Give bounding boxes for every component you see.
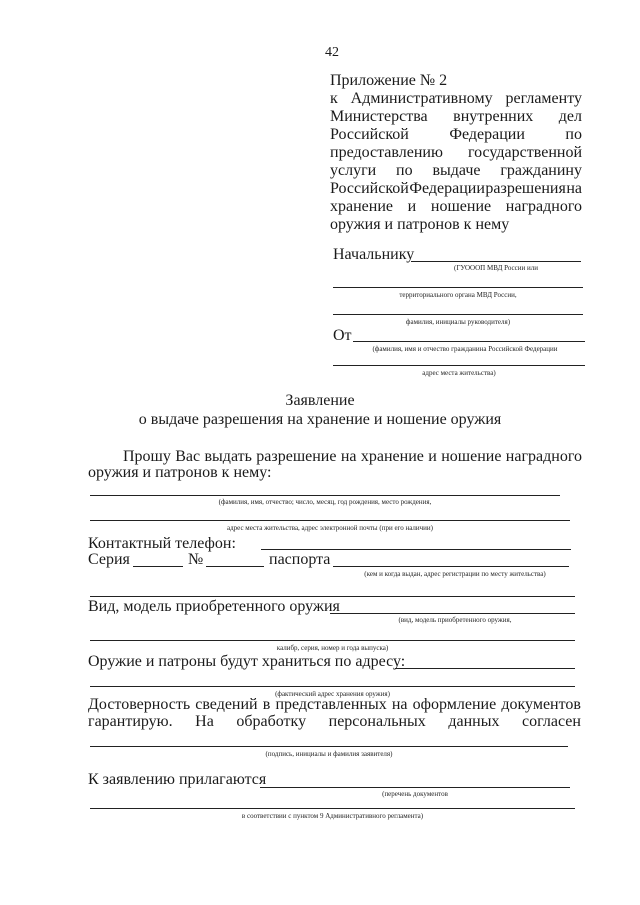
attached-label: К заявлению прилагаются [88, 771, 267, 788]
appendix-word: государственной [467, 144, 582, 161]
series-label: Серия [88, 551, 130, 568]
consent-word: документов [501, 696, 581, 713]
residence-line[interactable] [333, 365, 585, 366]
appendix-word: предоставлению [330, 144, 443, 161]
appendix-word: регламенту [505, 90, 582, 107]
request-word: выдать [204, 448, 252, 465]
caption-passport: (кем и когда выдан, адрес регистрации по месту жительства) [364, 570, 546, 578]
appendix-word: выдаче [432, 162, 481, 179]
caption-signature: (подпись, инициалы и фамилия заявителя) [265, 750, 393, 758]
number-line[interactable] [206, 566, 264, 567]
request-word: разрешение [256, 448, 337, 465]
appendix-word: Российской [330, 180, 409, 197]
appendix-word: наградного [505, 198, 582, 215]
appendix-word: и [407, 198, 417, 215]
appendix-line [330, 90, 582, 108]
phone-line[interactable] [261, 549, 571, 550]
caption-authority: (ГУОООП МВД России или [454, 264, 538, 272]
caption-head-name: фамилия, инициалы руководителя) [405, 318, 511, 326]
phone-label: Контактный телефон: [88, 535, 236, 552]
consent-word: на [391, 696, 408, 713]
caption-weapon: (вид, модель приобретенного оружия, [398, 616, 512, 624]
caption-territorial: территориального органа МВД России, [399, 291, 517, 299]
request-word: хранение [360, 448, 424, 465]
caption-citizen: (фамилия, имя и отчество гражданина Российской Федерации [372, 345, 558, 353]
from-label: От [333, 327, 352, 344]
document-subtitle: о выдаче разрешения на хранение и ношение оружия [138, 411, 502, 428]
appendix-word: дел [558, 108, 582, 125]
appendix-last-line: оружия и патронов к нему [330, 216, 510, 233]
caption-storage: (фактический адрес хранения оружия) [275, 690, 390, 698]
fio-line[interactable] [90, 495, 560, 496]
consent-word: в [262, 696, 271, 713]
request-word: Прошу [123, 448, 171, 465]
appendix-word: гражданину [500, 162, 582, 179]
signature-line[interactable] [90, 746, 568, 747]
appendix-word: Министерства [330, 108, 428, 125]
appendix-word: по [565, 126, 582, 143]
caption-regulation: в соответствии с пунктом 9 Административного регламента) [241, 812, 424, 820]
consent-word: гарантирую. [88, 713, 173, 730]
to-line[interactable] [411, 261, 581, 262]
consent-word: обработку [236, 713, 307, 730]
passport-line[interactable] [333, 566, 569, 567]
storage-line[interactable] [395, 668, 575, 669]
appendix-line [330, 108, 582, 126]
consent-word: сведений [195, 696, 258, 713]
page-number: 42 [325, 45, 339, 60]
appendix-line [330, 180, 582, 198]
caption-docs: (перечень документов [382, 790, 448, 798]
appendix-word: по [396, 162, 413, 179]
document-title: Заявление [285, 392, 355, 409]
consent-word: представленных [275, 696, 387, 713]
appendix-line [330, 198, 582, 216]
request-word: наградного [505, 448, 582, 465]
appendix-word: услуги [330, 162, 377, 179]
appendix-word: ношение [430, 198, 492, 215]
consent-word: согласен [522, 713, 581, 730]
appendix-line [330, 144, 582, 162]
consent-line-2 [88, 713, 581, 731]
passport-extra-line[interactable] [90, 596, 575, 597]
to-label: Начальнику [333, 246, 415, 263]
appendix-word: к [330, 90, 338, 107]
weapon-label: Вид, модель приобретенного оружия [88, 598, 340, 615]
caption-residence: адрес места жительства) [422, 369, 496, 377]
from-line[interactable] [353, 341, 585, 342]
caption-fio: (фамилия, имя, отчество; число, месяц, год рождения, место рождения, [218, 498, 432, 506]
caption-caliber: калибр, серия, номер и года выпуска) [276, 644, 389, 652]
appendix-word: на [566, 180, 582, 197]
appendix-word: Административному [350, 90, 493, 107]
caliber-line[interactable] [90, 640, 575, 641]
appendix-line [330, 126, 582, 144]
consent-word: оформление [412, 696, 497, 713]
authority-line[interactable] [333, 287, 583, 288]
caption-address: адрес места жительства, адрес электронной почты (при его наличии) [227, 524, 433, 532]
request-word: и [428, 448, 437, 465]
consent-word: На [195, 713, 214, 730]
request-line-2: оружия и патронов к нему: [88, 464, 272, 481]
regulation-line[interactable] [90, 808, 575, 809]
consent-word: персональных [328, 713, 426, 730]
consent-word: Достоверность [88, 696, 191, 713]
attached-line[interactable] [260, 787, 570, 788]
head-name-line[interactable] [333, 314, 583, 315]
appendix-word: Федерации [449, 126, 525, 143]
consent-word: данных [448, 713, 500, 730]
number-label: № [188, 551, 204, 568]
appendix-line [330, 162, 582, 180]
passport-label: паспорта [269, 551, 331, 568]
appendix-title: Приложение № 2 [330, 72, 448, 89]
storage-address-line[interactable] [90, 686, 575, 687]
series-line[interactable] [133, 566, 183, 567]
appendix-word: Российской [330, 126, 409, 143]
appendix-word: хранение [330, 198, 393, 215]
storage-label: Оружие и патроны будут храниться по адресу: [88, 653, 406, 670]
appendix-word: Федерации [409, 180, 485, 197]
request-word: Вас [175, 448, 201, 465]
appendix-word: внутренних [453, 108, 534, 125]
consent-line-1 [88, 696, 581, 714]
appendix-word: разрешения [485, 180, 566, 197]
weapon-line[interactable] [330, 613, 575, 614]
request-word: на [340, 448, 357, 465]
request-word: ношение [441, 448, 502, 465]
address-line[interactable] [90, 520, 570, 521]
